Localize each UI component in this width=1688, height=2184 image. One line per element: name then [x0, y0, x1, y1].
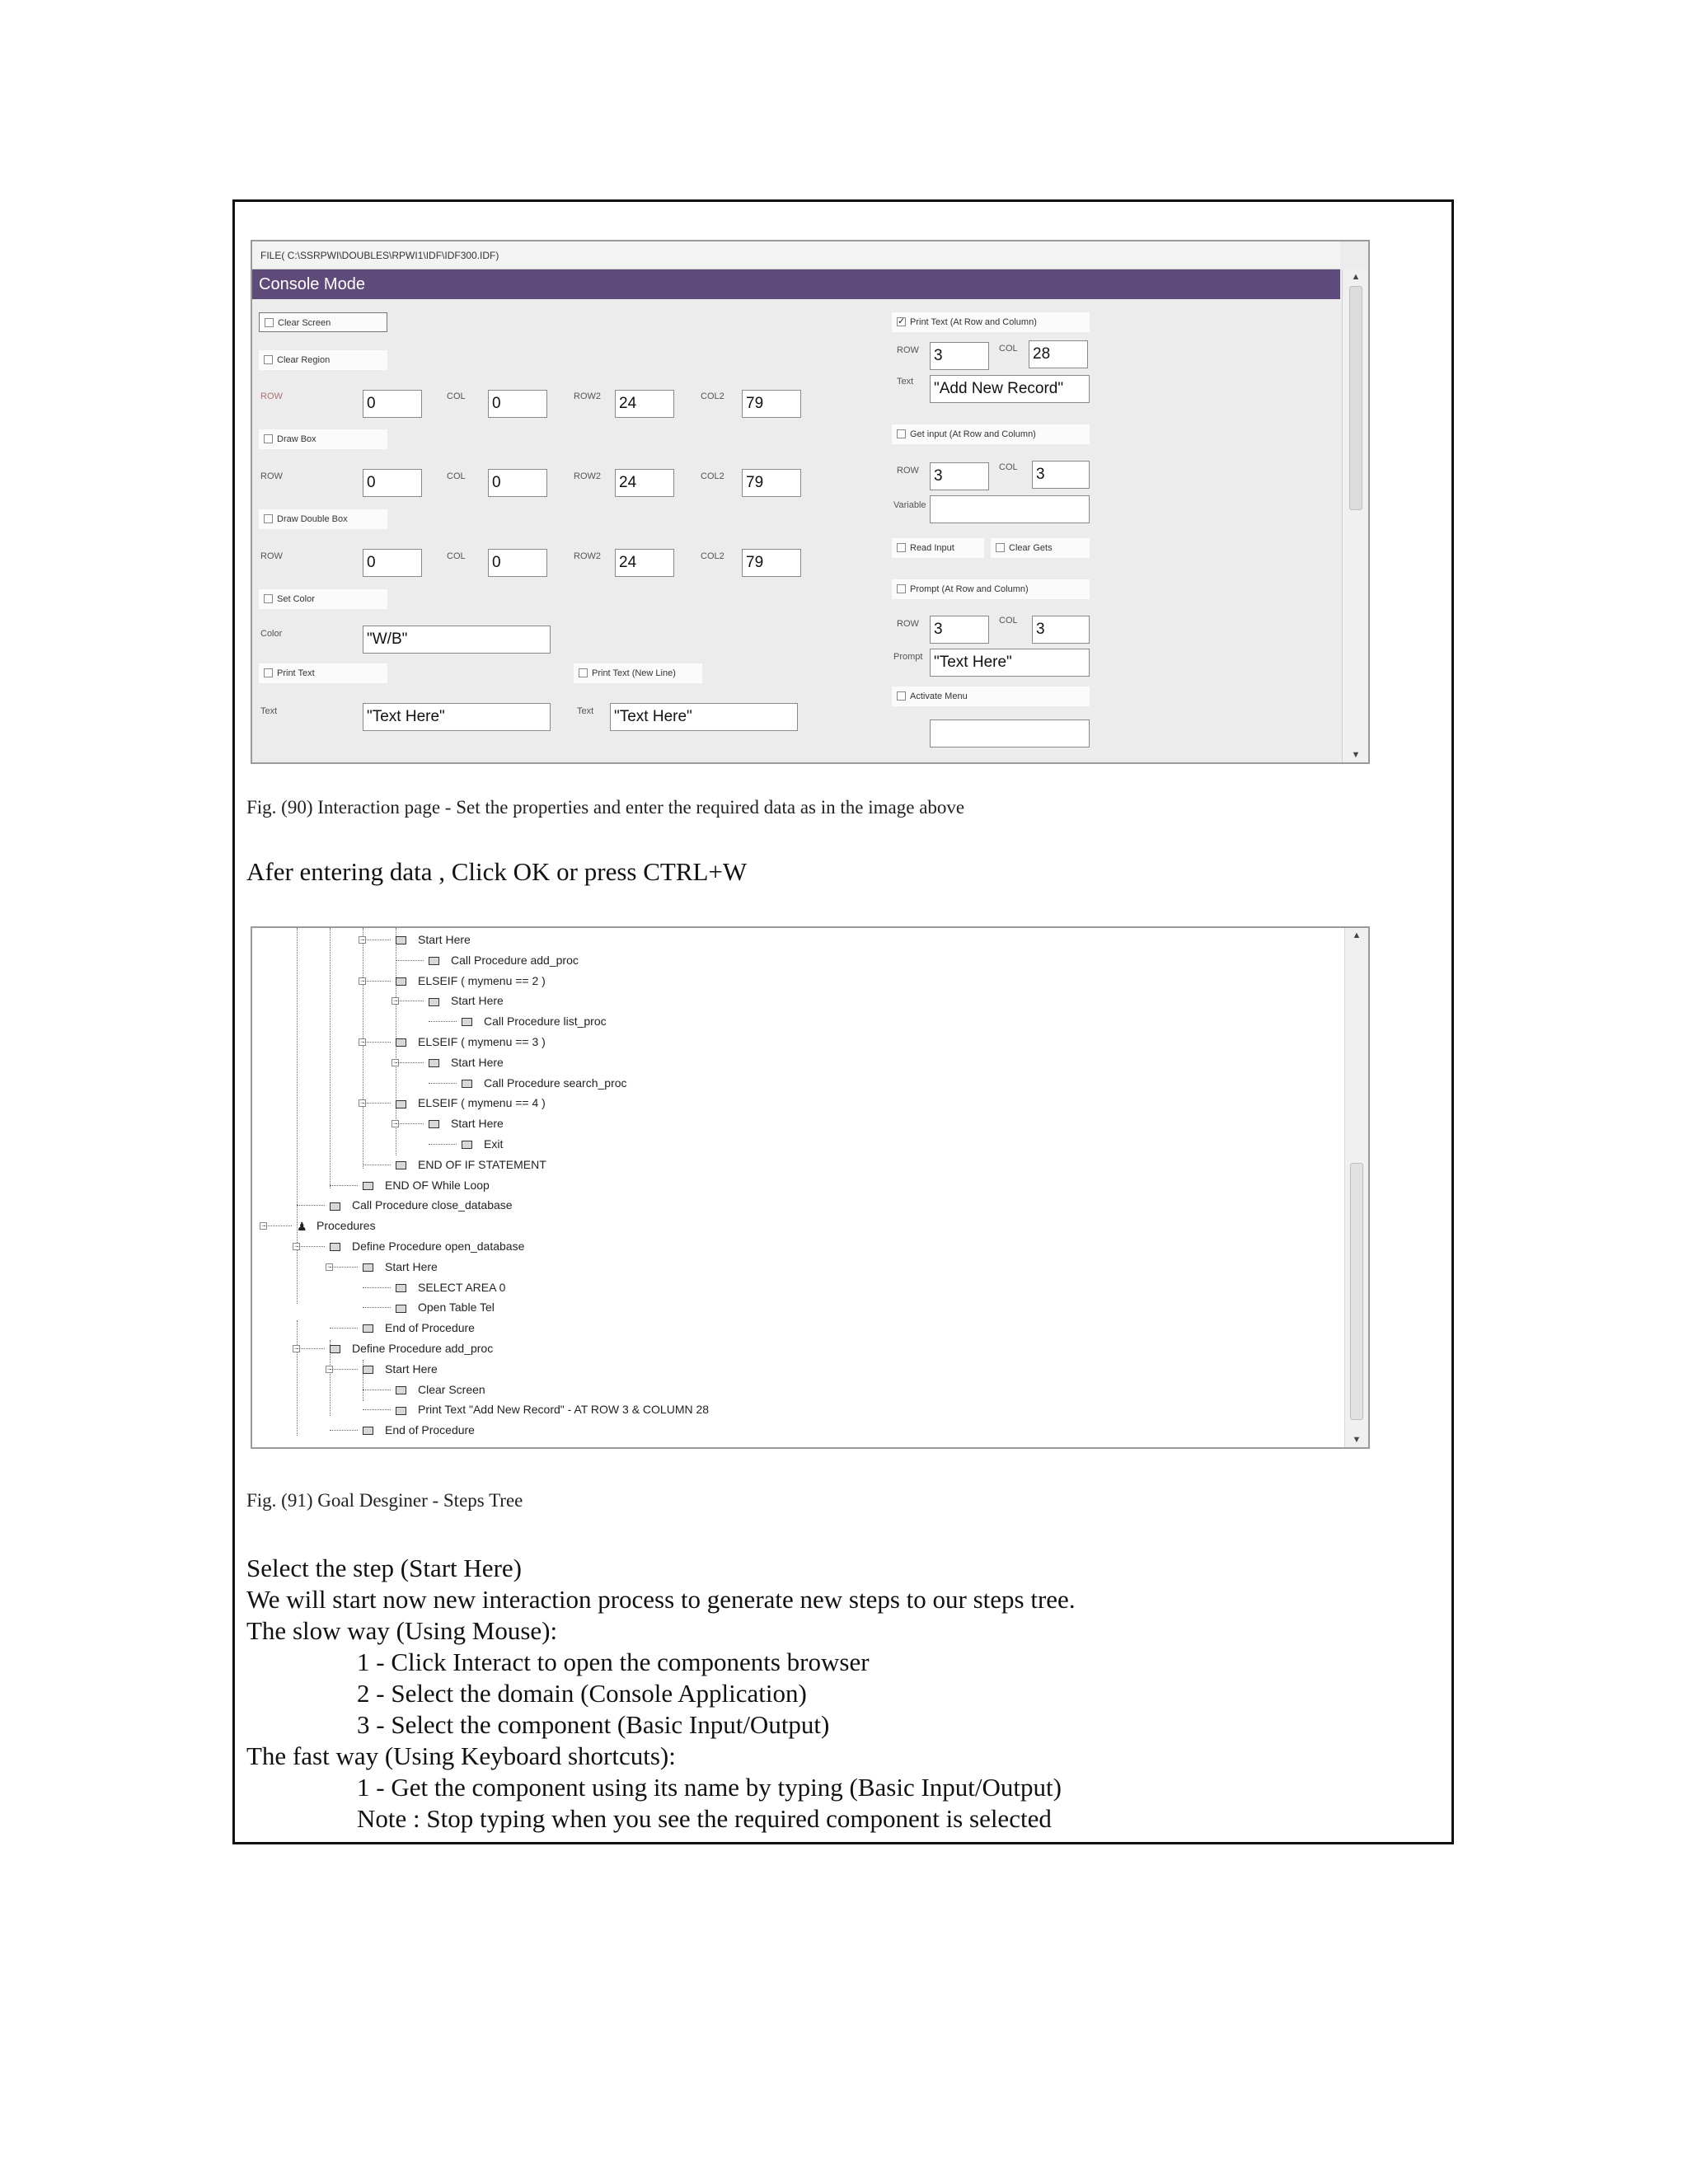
- print-col-input[interactable]: 28: [1029, 340, 1088, 368]
- step-icon: [330, 1345, 340, 1353]
- checkbox-icon: [265, 318, 274, 327]
- tree-node[interactable]: [462, 1136, 503, 1152]
- tree-connector: [396, 1123, 424, 1124]
- tree-node-label: END OF While Loop: [385, 1178, 490, 1192]
- figure-90-caption: Fig. (90) Interaction page - Set the properties and enter the required data as in the image above: [246, 797, 965, 818]
- tree-node[interactable]: [429, 1054, 504, 1071]
- tree-node-label: End of Procedure: [385, 1321, 475, 1335]
- checkbox-icon: [264, 594, 273, 603]
- scroll-down-icon[interactable]: ▼: [1351, 750, 1361, 760]
- tree-connector: [396, 1062, 424, 1063]
- tree-node[interactable]: [363, 1361, 438, 1377]
- tree-node[interactable]: [363, 1422, 475, 1438]
- expand-toggle-icon[interactable]: −: [392, 1119, 398, 1128]
- expand-toggle-icon[interactable]: −: [359, 976, 365, 985]
- tree-connector: [363, 1307, 391, 1308]
- checkbox-icon: [579, 668, 588, 677]
- step-icon: [363, 1324, 373, 1333]
- region-row2-input[interactable]: 24: [615, 390, 674, 418]
- double-box-col2-label: COL2: [701, 551, 724, 561]
- instruction-line: 3 - Select the component (Basic Input/Output): [357, 1710, 830, 1739]
- get-input-at-checkbox[interactable]: [892, 424, 1090, 444]
- tree-node[interactable]: [396, 1401, 709, 1418]
- step-icon: [396, 1284, 406, 1292]
- print-text-right-label: Text: [897, 377, 914, 387]
- instruction-line: We will start now new interaction process to generate new steps to our steps tree.: [246, 1585, 1076, 1614]
- console-mode-window: [251, 240, 1370, 764]
- step-icon: [363, 1182, 373, 1190]
- print-text-newline-checkbox[interactable]: [574, 663, 702, 683]
- step-icon: [363, 1263, 373, 1272]
- expand-toggle-icon[interactable]: −: [392, 1057, 398, 1066]
- clear-gets-checkbox[interactable]: [991, 538, 1090, 558]
- region-col-label: COL: [447, 391, 466, 401]
- console-form: [252, 299, 1340, 762]
- print-row-label: ROW: [897, 345, 919, 355]
- prompt-row-label: ROW: [897, 619, 919, 629]
- folder-pin-icon: ♟: [297, 1220, 307, 1234]
- prompt-at-label: Prompt (At Row and Column): [910, 584, 1029, 594]
- clear-gets-label: Clear Gets: [1009, 543, 1053, 553]
- step-icon: [396, 1100, 406, 1108]
- tree-guide: [330, 928, 331, 1188]
- region-row-input[interactable]: 0: [363, 390, 422, 418]
- checkbox-icon: [897, 691, 906, 701]
- box-row-label: ROW: [260, 471, 283, 481]
- clear-screen-label: Clear Screen: [278, 318, 331, 328]
- variable-input[interactable]: [930, 495, 1090, 523]
- double-box-row2-label: ROW2: [574, 551, 601, 561]
- tree-node-label: Clear Screen: [418, 1382, 485, 1396]
- tree-node-label: Start Here: [451, 1117, 504, 1131]
- checkbox-icon: [264, 668, 273, 677]
- clear-region-checkbox[interactable]: [259, 350, 387, 370]
- scroll-down-icon[interactable]: ▼: [1352, 1435, 1362, 1445]
- print-row-input[interactable]: 3: [930, 342, 989, 370]
- print-text-at-label: Print Text (At Row and Column): [910, 317, 1037, 327]
- tree-connector: [297, 1348, 325, 1349]
- tree-node[interactable]: [396, 1094, 546, 1111]
- input-row-input[interactable]: 3: [930, 462, 989, 490]
- instruction-line: Select the step (Start Here): [246, 1554, 522, 1582]
- step-icon: [462, 1141, 472, 1149]
- tree-node-label: Start Here: [451, 1055, 504, 1069]
- print-text-checkbox[interactable]: [259, 663, 387, 683]
- clear-region-label: Clear Region: [277, 355, 331, 365]
- print-col-label: COL: [999, 344, 1018, 354]
- tree-connector: [396, 960, 424, 961]
- form-scrollbar[interactable]: [1342, 269, 1369, 762]
- tree-node[interactable]: [396, 1279, 505, 1296]
- tree-node[interactable]: [330, 1238, 524, 1254]
- print-text-newline-text-label: Text: [577, 706, 594, 716]
- tree-node[interactable]: [363, 1319, 475, 1336]
- scroll-thumb[interactable]: [1350, 1163, 1363, 1420]
- input-col-input[interactable]: 3: [1032, 461, 1090, 489]
- step-icon: [429, 998, 439, 1006]
- region-col2-input[interactable]: 79: [742, 390, 801, 418]
- step-icon: [330, 1243, 340, 1251]
- step-icon: [396, 1407, 406, 1415]
- checkbox-icon: [996, 543, 1005, 552]
- step-icon: [396, 1305, 406, 1313]
- prompt-row-input[interactable]: 3: [930, 616, 989, 644]
- box-row2-input[interactable]: 24: [615, 469, 674, 497]
- checkbox-icon: [897, 584, 906, 593]
- tree-node-label: END OF IF STATEMENT: [418, 1157, 546, 1171]
- checkbox-icon: [264, 514, 273, 523]
- prompt-input[interactable]: "Text Here": [930, 649, 1090, 677]
- print-text-label: Print Text: [277, 668, 315, 678]
- tree-node[interactable]: [330, 1197, 513, 1213]
- tree-node-label: Define Procedure open_database: [352, 1240, 525, 1253]
- checkmark-icon: ✓: [898, 316, 906, 326]
- print-text-label-field: Text: [260, 706, 278, 716]
- read-input-checkbox[interactable]: [892, 538, 984, 558]
- activate-menu-checkbox[interactable]: [892, 687, 1090, 706]
- tree-node-label: Procedures: [316, 1219, 376, 1233]
- box-col2-label: COL2: [701, 471, 724, 481]
- file-path-bar: FILE( C:\SSRPWI\DOUBLES\RPWI1\IDF\IDF300.IDF): [252, 241, 1340, 269]
- tree-node-label: ELSEIF ( mymenu == 2 ): [418, 973, 546, 987]
- draw-box-label: Draw Box: [277, 434, 316, 444]
- checkbox-icon: [264, 434, 273, 443]
- print-text-newline-label: Print Text (New Line): [592, 668, 676, 678]
- tree-node[interactable]: [429, 992, 504, 1009]
- tree-node[interactable]: [396, 1299, 495, 1315]
- tree-connector: [363, 981, 391, 982]
- color-input[interactable]: "W/B": [363, 626, 551, 654]
- step-icon: [363, 1366, 373, 1374]
- prompt-label: Prompt: [893, 652, 923, 662]
- tree-node-label: ELSEIF ( mymenu == 3 ): [418, 1035, 546, 1048]
- double-box-row-input[interactable]: 0: [363, 549, 422, 577]
- tree-node-label: Start Here: [418, 933, 471, 946]
- console-mode-title: Console Mode: [252, 269, 1340, 299]
- tree-node[interactable]: [330, 1340, 493, 1357]
- scroll-up-icon[interactable]: ▲: [1351, 272, 1361, 282]
- prompt-col-label: COL: [999, 616, 1018, 626]
- tree-node[interactable]: [396, 1156, 546, 1173]
- tree-connector: [363, 1287, 391, 1288]
- scroll-up-icon[interactable]: ▲: [1352, 930, 1362, 940]
- get-input-at-label: Get input (At Row and Column): [910, 429, 1036, 439]
- steps-tree-panel: [251, 926, 1370, 1449]
- step-icon: [396, 936, 406, 944]
- double-box-col2-input[interactable]: 79: [742, 549, 801, 577]
- box-row-input[interactable]: 0: [363, 469, 422, 497]
- draw-double-box-label: Draw Double Box: [277, 514, 348, 524]
- tree-connector: [429, 1083, 457, 1084]
- box-col-label: COL: [447, 471, 466, 481]
- scroll-thumb[interactable]: [1349, 286, 1362, 510]
- draw-double-box-checkbox[interactable]: [259, 509, 387, 529]
- expand-toggle-icon[interactable]: −: [326, 1364, 332, 1373]
- print-text-newline-input[interactable]: "Text Here": [610, 703, 798, 731]
- checkbox-icon: [264, 355, 273, 364]
- input-row-label: ROW: [897, 466, 919, 476]
- tree-node[interactable]: [462, 1075, 627, 1091]
- tree-node[interactable]: [429, 1115, 504, 1132]
- tree-node-label: Start Here: [451, 994, 504, 1008]
- tree-scrollbar[interactable]: [1344, 928, 1368, 1447]
- tree-connector: [297, 1246, 325, 1247]
- checkbox-icon: [897, 429, 906, 438]
- checkbox-icon: [897, 543, 906, 552]
- tree-node-label: Start Here: [385, 1259, 438, 1273]
- tree-node[interactable]: [396, 1033, 546, 1050]
- tree-node-label: Open Table Tel: [418, 1301, 495, 1315]
- tree-connector: [330, 1267, 358, 1268]
- instruction-line: 2 - Select the domain (Console Application): [357, 1679, 807, 1708]
- tree-node-label: End of Procedure: [385, 1423, 475, 1437]
- prompt-at-checkbox[interactable]: [892, 579, 1090, 599]
- step-icon: [330, 1202, 340, 1211]
- clear-screen-checkbox[interactable]: [259, 312, 387, 332]
- step-icon: [462, 1018, 472, 1026]
- step-icon: [396, 1161, 406, 1169]
- tree-node-label: Call Procedure list_proc: [484, 1015, 607, 1029]
- tree-guide: [297, 1320, 298, 1436]
- tree-connector: [330, 1185, 358, 1186]
- tree-node-label: Define Procedure add_proc: [352, 1342, 494, 1355]
- tree-node[interactable]: [396, 931, 471, 948]
- tree-connector: [330, 1369, 358, 1370]
- activate-menu-label: Activate Menu: [910, 691, 968, 701]
- instruction-line: 1 - Get the component using its name by typing (Basic Input/Output): [357, 1773, 1062, 1802]
- instruction-line: 1 - Click Interact to open the components browser: [357, 1647, 870, 1676]
- tree-node[interactable]: [297, 1217, 376, 1234]
- tree-connector: [330, 1430, 358, 1431]
- tree-node-label: Start Here: [385, 1361, 438, 1376]
- tree-node[interactable]: [462, 1013, 607, 1029]
- variable-label: Variable: [893, 500, 926, 510]
- expand-toggle-icon[interactable]: −: [326, 1262, 332, 1271]
- activate-menu-input[interactable]: [930, 719, 1090, 748]
- step-icon: [396, 977, 406, 986]
- instruction-line: The fast way (Using Keyboard shortcuts):: [246, 1741, 676, 1770]
- figure-91-caption: Fig. (91) Goal Desginer - Steps Tree: [246, 1490, 523, 1511]
- tree-node[interactable]: [363, 1258, 438, 1275]
- double-box-row-label: ROW: [260, 551, 283, 561]
- read-input-label: Read Input: [910, 543, 954, 553]
- tree-node-label: Call Procedure close_database: [352, 1198, 513, 1212]
- tree-node-label: Call Procedure search_proc: [484, 1076, 627, 1090]
- expand-toggle-icon[interactable]: −: [359, 1099, 365, 1108]
- tree-node[interactable]: [396, 1381, 485, 1398]
- tree-connector: [363, 1042, 391, 1043]
- set-color-label: Set Color: [277, 594, 315, 604]
- expand-toggle-icon[interactable]: −: [359, 1038, 365, 1046]
- instructions: [246, 1553, 1076, 1835]
- step-icon: [396, 1038, 406, 1047]
- expand-toggle-icon[interactable]: −: [392, 996, 398, 1005]
- tree-node[interactable]: [429, 952, 579, 968]
- expand-toggle-icon[interactable]: −: [359, 935, 365, 944]
- tree-node-label: ELSEIF ( mymenu == 4 ): [418, 1096, 546, 1110]
- step-icon: [462, 1080, 472, 1088]
- set-color-checkbox[interactable]: [259, 589, 387, 609]
- expand-toggle-icon[interactable]: −: [293, 1242, 299, 1250]
- prompt-col-input[interactable]: 3: [1032, 616, 1090, 644]
- tree-connector: [363, 1103, 391, 1104]
- print-text-input[interactable]: "Text Here": [363, 703, 551, 731]
- tree-node-label: SELECT AREA 0: [418, 1280, 506, 1294]
- tree-connector: [297, 1205, 325, 1206]
- box-row2-label: ROW2: [574, 471, 601, 481]
- region-col-input[interactable]: 0: [488, 390, 547, 418]
- input-col-label: COL: [999, 462, 1018, 472]
- tree-node-label: Call Procedure add_proc: [451, 953, 579, 967]
- print-text-at-input[interactable]: "Add New Record": [930, 375, 1090, 403]
- instruction-line: The slow way (Using Mouse):: [246, 1616, 558, 1645]
- box-col-input[interactable]: 0: [488, 469, 547, 497]
- double-box-row2-input[interactable]: 24: [615, 549, 674, 577]
- tree-node-label: Exit: [484, 1137, 504, 1151]
- instruction-line: Note : Stop typing when you see the required component is selected: [357, 1804, 1052, 1833]
- step-icon: [429, 957, 439, 965]
- tree-node[interactable]: [363, 1177, 490, 1193]
- double-box-col-input[interactable]: 0: [488, 549, 547, 577]
- step-icon: [396, 1386, 406, 1394]
- tree-connector: [363, 1409, 391, 1410]
- print-text-at-checkbox[interactable]: [892, 312, 1090, 332]
- step-icon: [429, 1120, 439, 1128]
- step-icon: [363, 1427, 373, 1435]
- box-col2-input[interactable]: 79: [742, 469, 801, 497]
- after-entering-text: Afer entering data , Click OK or press CTRL+W: [246, 857, 748, 886]
- tree-node[interactable]: [396, 972, 546, 989]
- expand-toggle-icon[interactable]: −: [260, 1221, 266, 1230]
- expand-toggle-icon[interactable]: −: [293, 1344, 299, 1352]
- step-icon: [429, 1059, 439, 1067]
- tree-connector: [429, 1021, 457, 1022]
- tree-node-label: Print Text "Add New Record" - AT ROW 3 & COLUMN 28: [418, 1403, 710, 1417]
- double-box-col-label: COL: [447, 551, 466, 561]
- draw-box-checkbox[interactable]: [259, 429, 387, 449]
- region-row2-label: ROW2: [574, 391, 601, 401]
- color-label: Color: [260, 629, 283, 639]
- region-row-label: ROW: [260, 391, 283, 401]
- tree-connector: [429, 1144, 457, 1145]
- tree-connector: [330, 1328, 358, 1329]
- region-col2-label: COL2: [701, 391, 724, 401]
